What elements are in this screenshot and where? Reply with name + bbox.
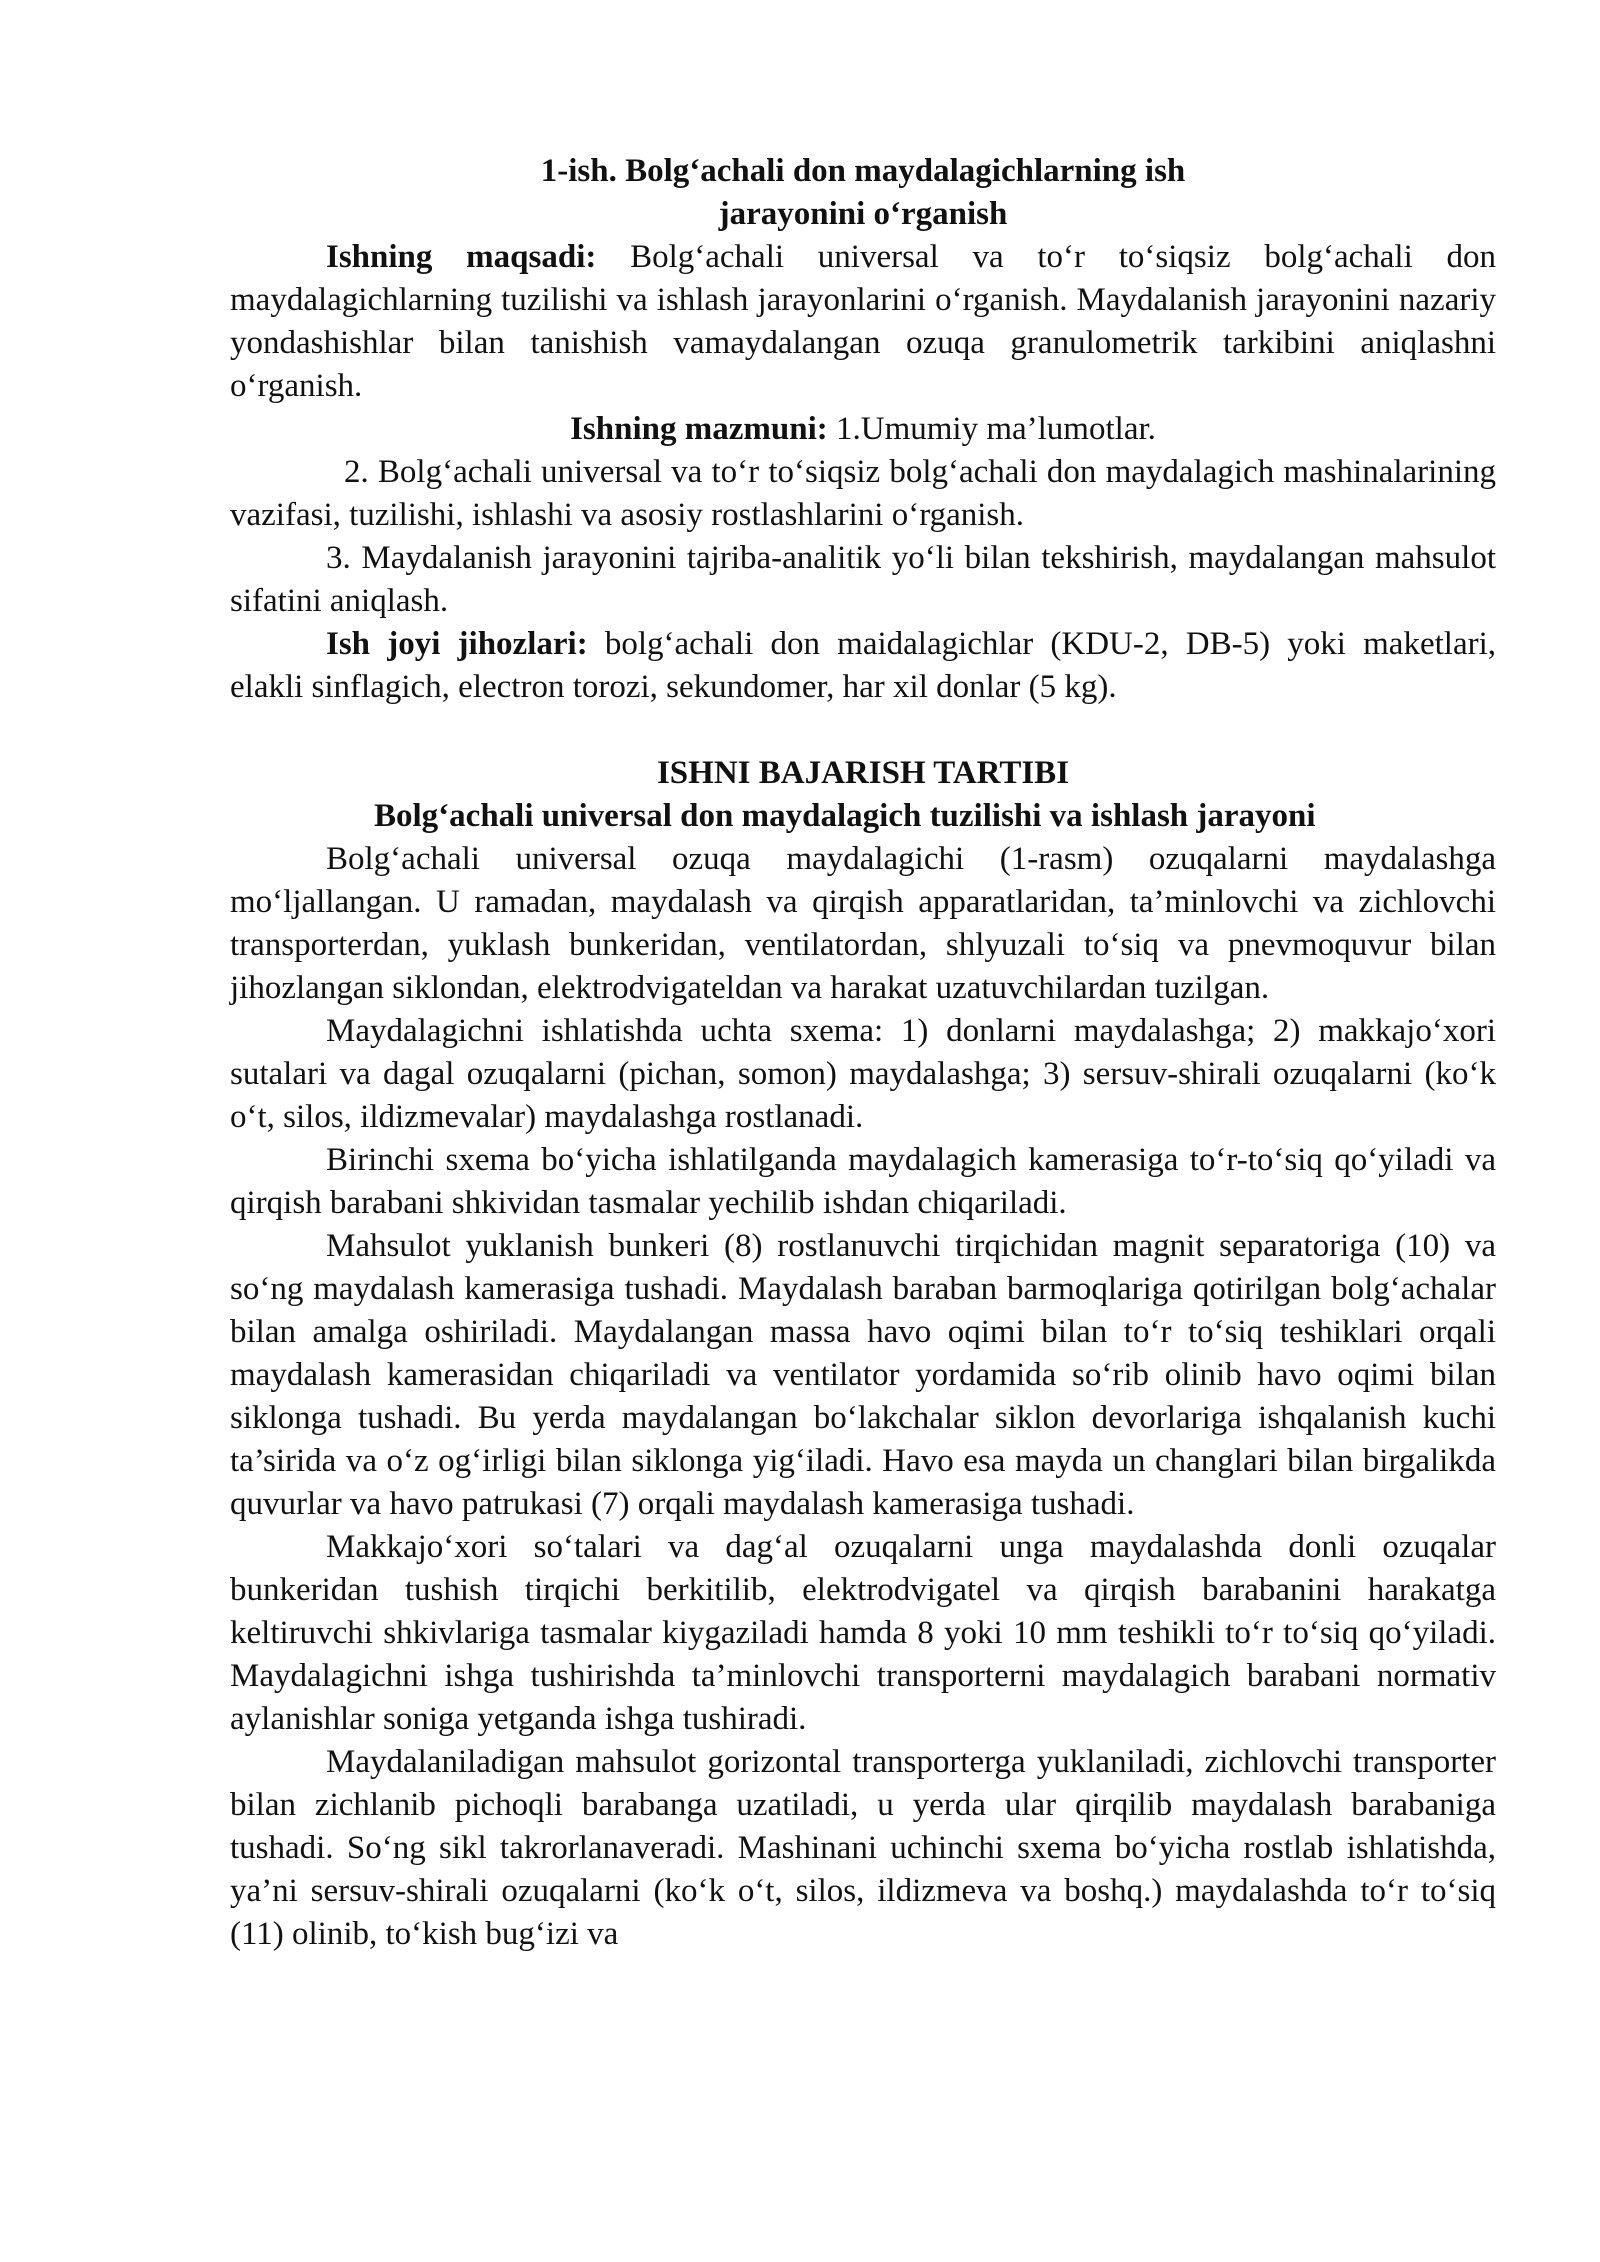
purpose-text: Bolg‘achali universal va to‘r to‘siqsiz bolg‘achali don maydalagichlarning tuzilishi va ishlash jarayonlarini o‘rganish. Maydalanish jarayonini nazariy yondashishlar bilan tanishish vamaydalangan ozuqa granulometrik tarkibini aniqlashni o‘rganish. xyxy=(230,239,1497,404)
body-paragraph-4: Mahsulot yuklanish bunkeri (8) rostlanuvchi tirqichidan magnit separatoriga (10) va so‘ng maydalash kamerasiga tushadi. Maydalash baraban barmoqlariga qotirilgan bolg‘achalar bilan amalga oshiriladi. Maydalangan massa havo oqimi bilan to‘r to‘siq teshiklari orqali maydalash kamerasidan chiqariladi va ventilator yordamida so‘rib olinib havo oqimi bilan siklonga tushadi. Bu yerda maydalangan bo‘lakchalar siklon devorlariga ishqalanish kuchi ta’sirida va o‘z og‘irligi bilan siklonga yig‘iladi. Havo esa mayda un changlari bilan birgalikda quvurlar va havo patrukasi (7) orqali maydalash kamerasiga tushadi. xyxy=(230,1228,1496,1522)
section-subheading: Bolg‘achali universal don maydalagich tuzilishi va ishlash jarayoni xyxy=(374,798,1316,834)
equipment-label: Ish joyi jihozlari: xyxy=(326,626,588,662)
content-item2: 2. Bolg‘achali universal va to‘r to‘siqsiz bolg‘achali don maydalagich mashinalarining vazifasi, tuzilishi, ishlashi va asosiy rostlashlarini o‘rganish. xyxy=(230,454,1496,533)
doc-title-line2: jarayonini o‘rganish xyxy=(718,196,1008,232)
body-paragraph-1: Bolg‘achali universal ozuqa maydalagichi (1-rasm) ozuqalarni maydalashga mo‘ljallangan. U ramadan, maydalash va qirqish apparatlaridan, ta’minlovchi va zichlovchi transporterdan, yuklash bunkeridan, ventilatordan, shlyuzali to‘siq va pnevmoquvur bilan jihozlangan siklondan, elektrodvigateldan va harakat uzatuvchilardan tuzilgan. xyxy=(230,841,1496,1006)
purpose-label: Ishning maqsadi: xyxy=(326,239,597,275)
content-item3: 3. Maydalanish jarayonini tajriba-analitik yo‘li bilan tekshirish, maydalangan mahsulot sifatini aniqlash. xyxy=(230,540,1496,619)
content-label: Ishning mazmuni: xyxy=(570,411,828,447)
body-paragraph-2: Maydalagichni ishlatishda uchta sxema: 1) donlarni maydalashga; 2) makkajo‘xori sutalari va dagal ozuqalarni (pichan, somon) maydalashga; 3) sersuv-shirali ozuqalarni (ko‘k o‘t, silos, ildizmevalar) maydalashga rostlanadi. xyxy=(230,1013,1496,1135)
document-page xyxy=(230,150,1496,1956)
body-paragraph-3: Birinchi sxema bo‘yicha ishlatilganda maydalagich kamerasiga to‘r-to‘siq qo‘yiladi va qirqish barabani shkividan tasmalar yechilib ishdan chiqariladi. xyxy=(230,1142,1496,1221)
section-heading: ISHNI BAJARISH TARTIBI xyxy=(656,755,1070,791)
equipment-text: bolg‘achali don maidalagichlar (KDU-2, DB-5) yoki maketlari, elakli sinflagich, electron torozi, sekundomer, har xil donlar (5 kg). xyxy=(230,626,1496,705)
doc-title-line1: 1-ish. Bolg‘achali don maydalagichlarning ish xyxy=(540,153,1186,189)
body-paragraph-6: Maydalaniladigan mahsulot gorizontal transporterga yuklaniladi, zichlovchi transporter bilan zichlanib pichoqli barabanga uzatiladi, u yerda ular qirqilib maydalash barabaniga tushadi. So‘ng sikl takrorlanaveradi. Mashinani uchinchi sxema bo‘yicha rostlab ishlatishda, ya’ni sersuv-shirali ozuqalarni (ko‘k o‘t, silos, ildizmeva va boshq.) maydalashda to‘r to‘siq (11) olinib, to‘kish bug‘izi va xyxy=(230,1744,1496,1952)
purpose-paragraph xyxy=(230,236,1496,408)
content-item1: 1.Umumiy ma’lumotlar. xyxy=(827,411,1156,447)
body-paragraph-5: Makkajo‘xori so‘talari va dag‘al ozuqalarni unga maydalashda donli ozuqalar bunkeridan tushish tirqichi berkitilib, elektrodvigatel va qirqish barabanini harakatga keltiruvchi shkivlariga tasmalar kiygaziladi hamda 8 yoki 10 mm teshikli to‘r to‘siq qo‘yiladi. Maydalagichni ishga tushirishda ta’minlovchi transporterni maydalagich barabani normativ aylanishlar soniga yetganda ishga tushiradi. xyxy=(230,1529,1496,1737)
spacer xyxy=(230,709,1496,752)
content-line xyxy=(230,408,1496,451)
equipment-paragraph xyxy=(230,623,1496,709)
